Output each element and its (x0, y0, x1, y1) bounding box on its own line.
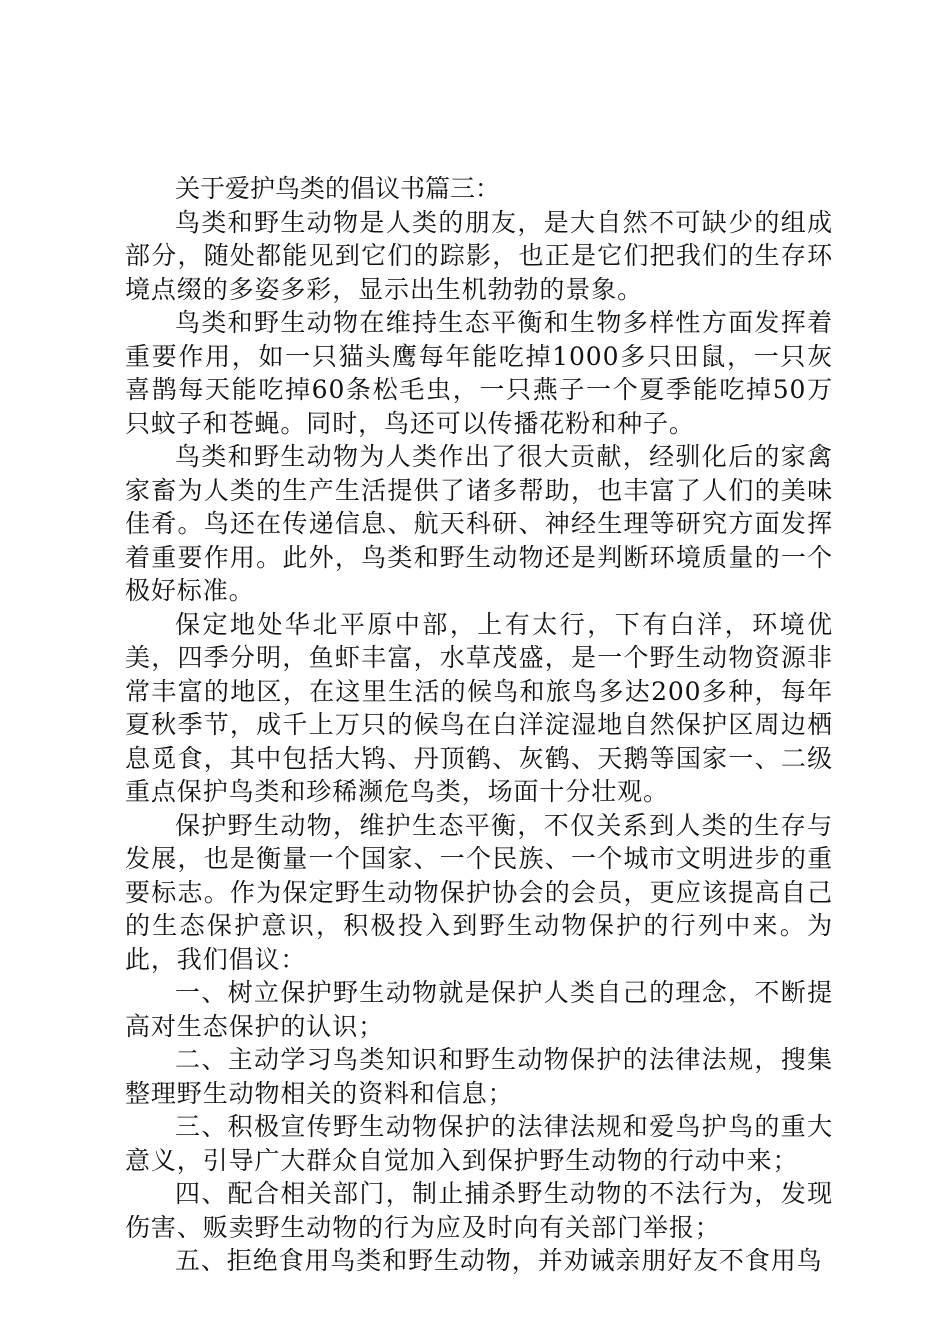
proposal-item: 四、配合相关部门，制止捕杀野生动物的不法行为，发现伤害、贩卖野生动物的行为应及时向有关部门举报； (125, 1179, 833, 1242)
paragraph: 保护野生动物，维护生态平衡，不仅关系到人类的生存与发展，也是衡量一个国家、一个民族、一个城市文明进步的重要标志。作为保定野生动物保护协会的会员，更应该提高自己的生态保护意识，积极投入到野生动物保护的行列中来。为此，我们倡议： (125, 810, 833, 974)
proposal-item: 三、积极宣传野生动物保护的法律法规和爱鸟护鸟的重大意义，引导广大群众自觉加入到保护野生动物的行动中来； (125, 1112, 833, 1175)
document-heading: 关于爱护鸟类的倡议书篇三： (175, 174, 501, 203)
paragraph: 保定地处华北平原中部，上有太行，下有白洋，环境优美，四季分明，鱼虾丰富，水草茂盛，是一个野生动物资源非常丰富的地区，在这里生活的候鸟和旅鸟多达200多种，每年夏秋季节，成千上万只的候鸟在白洋淀湿地自然保护区周边栖息觅食，其中包括大鸨、丹顶鹤、灰鹤、天鹅等国家一、二级重点保护鸟类和珍稀濒危鸟类，场面十分壮观。 (125, 609, 833, 806)
document-body (125, 172, 833, 1278)
proposal-item: 一、树立保护野生动物就是保护人类自己的理念，不断提高对生态保护的认识； (125, 978, 833, 1041)
paragraph: 鸟类和野生动物是人类的朋友，是大自然不可缺少的组成部分，随处都能见到它们的踪影，也正是它们把我们的生存环境点缀的多姿多彩，显示出生机勃勃的景象。 (125, 207, 833, 304)
paragraph: 鸟类和野生动物在维持生态平衡和生物多样性方面发挥着重要作用，如一只猫头鹰每年能吃掉1000多只田鼠，一只灰喜鹊每天能吃掉60条松毛虫，一只燕子一个夏季能吃掉50万只蚊子和苍蝇。同时，鸟还可以传播花粉和种子。 (125, 308, 833, 438)
proposal-item: 五、拒绝食用鸟类和野生动物，并劝诫亲朋好友不食用鸟 (175, 1246, 823, 1275)
paragraph: 鸟类和野生动物为人类作出了很大贡献，经驯化后的家禽家畜为人类的生产生活提供了诸多帮助，也丰富了人们的美味佳肴。鸟还在传递信息、航天科研、神经生理等研究方面发挥着重要作用。此外，鸟类和野生动物还是判断环境质量的一个极好标准。 (125, 442, 833, 605)
proposal-item: 二、主动学习鸟类知识和野生动物保护的法律法规，搜集整理野生动物相关的资料和信息； (125, 1045, 833, 1108)
